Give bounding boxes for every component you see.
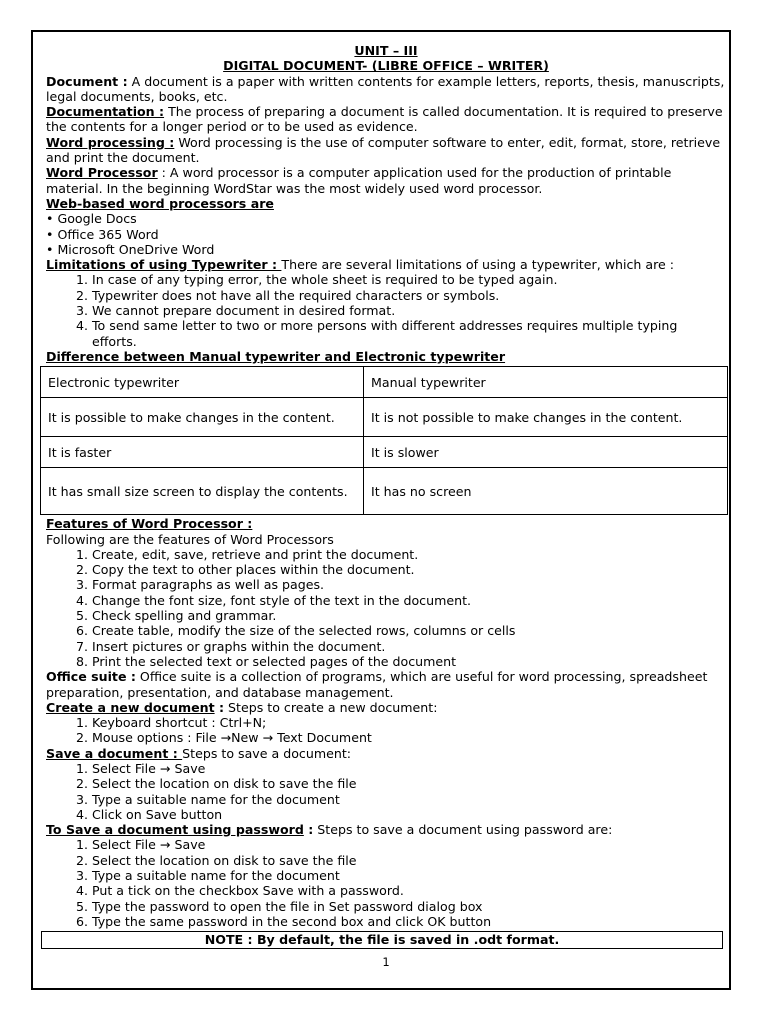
list-item: 1. In case of any typing error, the whole sheet is required to be typed again. <box>92 272 726 287</box>
list-item: 2. Typewriter does not have all the required characters or symbols. <box>92 288 726 303</box>
list-item: 1. Keyboard shortcut : Ctrl+N; <box>92 715 726 730</box>
table-row <box>41 398 728 437</box>
list-item: 3. Format paragraphs as well as pages. <box>92 577 726 592</box>
list-item: 3. We cannot prepare document in desired format. <box>92 303 726 318</box>
list-item: 2. Select the location on disk to save the file <box>92 853 726 868</box>
save-password-list <box>46 837 726 929</box>
table-cell: It is possible to make changes in the content. <box>41 398 364 437</box>
list-item: 3. Type a suitable name for the document <box>92 792 726 807</box>
difference-table <box>40 366 728 515</box>
definition-document: Document : A document is a paper with written contents for example letters, reports, thesis, manuscripts, legal documents, books, etc. <box>46 73 725 104</box>
list-item: 7. Insert pictures or graphs within the document. <box>92 639 726 654</box>
table-cell: It has no screen <box>364 468 728 515</box>
document-body <box>46 43 726 971</box>
create-doc-list <box>46 715 726 746</box>
table-cell: It has small size screen to display the contents. <box>41 468 364 515</box>
page-number: 1 <box>382 955 390 970</box>
features-list <box>46 547 726 669</box>
list-item: 5. Check spelling and grammar. <box>92 608 726 623</box>
definition-word-processing: Word processing : Word processing is the use of computer software to enter, edit, format, store, retrieve and print the document. <box>46 134 721 166</box>
list-item: 8. Print the selected text or selected pages of the document <box>92 654 726 669</box>
limitations-intro: Limitations of using Typewriter : There are several limitations of using a typewriter, which are : <box>46 257 675 273</box>
list-item: 4. Click on Save button <box>92 807 726 822</box>
save-password-intro: To Save a document using password : Steps to save a document using password are: <box>46 822 613 838</box>
list-item: • Office 365 Word <box>46 227 726 242</box>
features-heading: Features of Word Processor : <box>46 516 253 532</box>
table-cell: It is slower <box>364 437 728 468</box>
table-cell: It is faster <box>41 437 364 468</box>
unit-title: UNIT – III <box>354 43 418 58</box>
create-doc-intro: Create a new document : Steps to create a new document: <box>46 699 438 715</box>
web-processors-list <box>46 211 726 257</box>
list-item: 4. To send same letter to two or more persons with different addresses requires multiple typing efforts. <box>92 318 726 349</box>
list-item: • Microsoft OneDrive Word <box>46 242 726 257</box>
definition-word-processor: Word Processor : A word processor is a computer application used for the production of printable material. In the beginning WordStar was the most widely used word processor. <box>46 165 672 196</box>
list-item: 6. Type the same password in the second box and click OK button <box>92 914 726 929</box>
list-item: 5. Type the password to open the file in Set password dialog box <box>92 899 726 914</box>
list-item: 1. Select File → Save <box>92 761 726 776</box>
definition-documentation: Documentation : The process of preparing a document is called documentation. It is required to preserve the contents for a longer period or to be used as evidence. <box>46 104 723 135</box>
office-suite-definition: Office suite : Office suite is a collection of programs, which are useful for word processing, spreadsheet preparation, presentation, and database management. <box>46 669 708 700</box>
save-doc-list <box>46 761 726 822</box>
list-item: 1. Create, edit, save, retrieve and print the document. <box>92 547 726 562</box>
table-row <box>41 437 728 468</box>
list-item: 1. Select File → Save <box>92 837 726 852</box>
difference-heading: Difference between Manual typewriter and Electronic typewriter <box>46 348 506 364</box>
web-processors-heading: Web-based word processors are <box>46 195 274 211</box>
subject-title: DIGITAL DOCUMENT- (LIBRE OFFICE – WRITER) <box>223 58 549 74</box>
list-item: 4. Put a tick on the checkbox Save with a password. <box>92 883 726 898</box>
page-border <box>31 30 731 990</box>
table-row <box>41 468 728 515</box>
list-item: 2. Select the location on disk to save the file <box>92 776 726 791</box>
table-row <box>41 367 728 398</box>
limitations-list <box>46 272 726 348</box>
list-item: 2. Copy the text to other places within the document. <box>92 562 726 577</box>
list-item: 2. Mouse options : File →New → Text Document <box>92 730 726 745</box>
table-cell: Electronic typewriter <box>41 367 364 398</box>
table-cell: Manual typewriter <box>364 367 728 398</box>
list-item: 6. Create table, modify the size of the selected rows, columns or cells <box>92 623 726 638</box>
list-item: • Google Docs <box>46 211 726 226</box>
save-doc-intro: Save a document : Steps to save a document: <box>46 745 352 761</box>
table-cell: It is not possible to make changes in the content. <box>364 398 728 437</box>
note-box: NOTE : By default, the file is saved in .odt format. <box>41 931 723 949</box>
list-item: 4. Change the font size, font style of the text in the document. <box>92 593 726 608</box>
list-item: 3. Type a suitable name for the document <box>92 868 726 883</box>
features-intro: Following are the features of Word Processors <box>46 531 334 547</box>
